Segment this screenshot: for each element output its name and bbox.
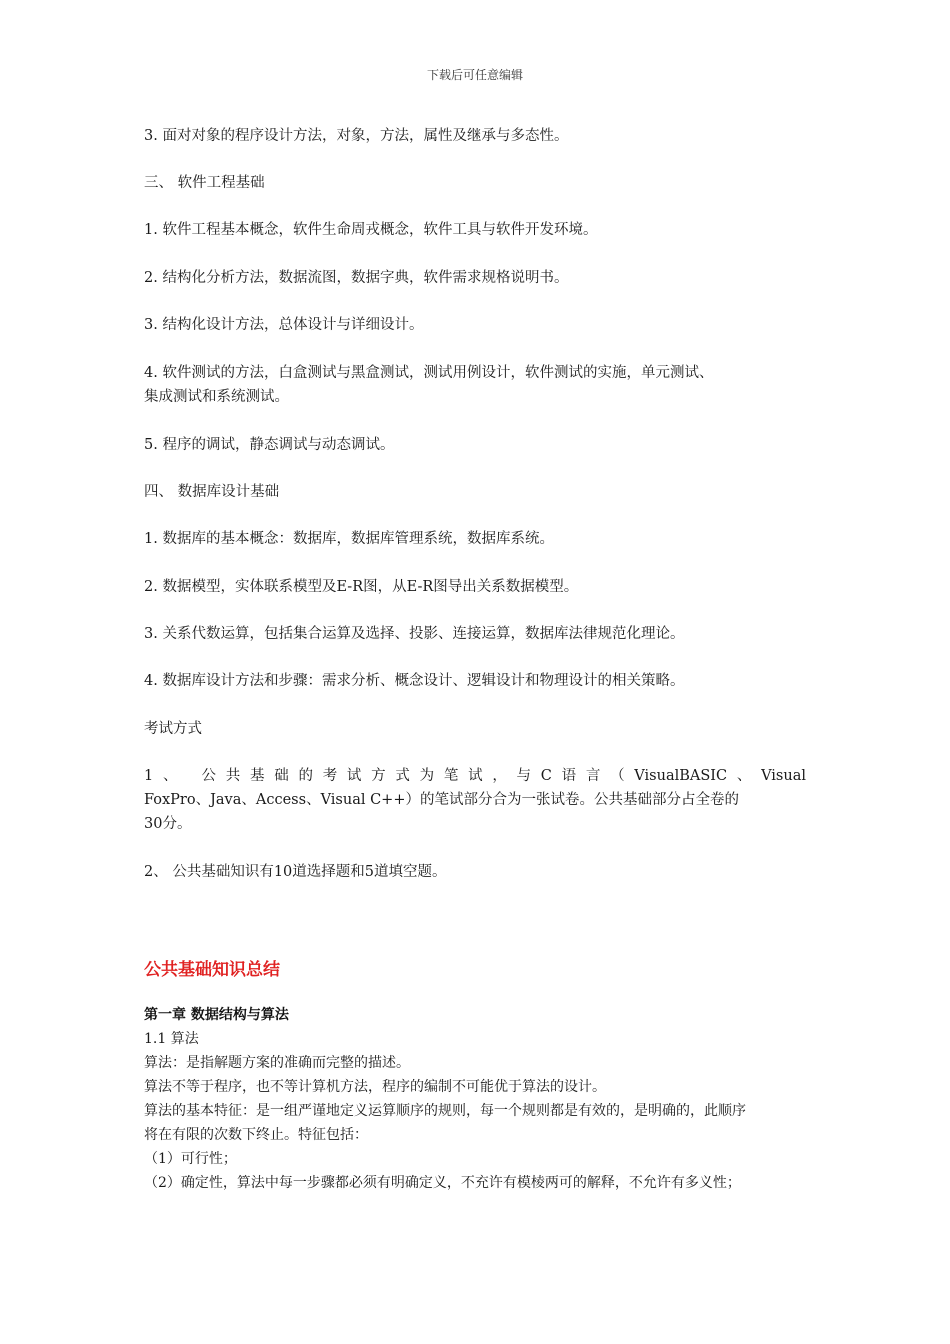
paragraph-software-testing: 4. 软件测试的方法，白盒测试与黑盒测试，测试用例设计，软件测试的实施，单元测试、 <box>144 365 714 381</box>
paragraph-db-concepts: 1. 数据库的基本概念：数据库，数据库管理系统，数据库系统。 <box>144 531 554 547</box>
paragraph-structured-analysis: 2. 结构化分析方法，数据流图，数据字典，软件需求规格说明书。 <box>144 270 569 286</box>
paragraph-debugging: 5. 程序的调试，静态调试与动态调试。 <box>144 437 395 453</box>
algorithm-section-heading: 1.1 算法 <box>144 1031 199 1047</box>
section-heading-database: 四、 数据库设计基础 <box>144 484 280 500</box>
paragraph-exam-written-cont: FoxPro、Java、Access、Visual C++）的笔试部分合为一张试卷。公共基础部分占全卷的 <box>144 792 739 808</box>
section-heading-software-engineering: 三、 软件工程基础 <box>144 175 265 191</box>
algorithm-features: 算法的基本特征：是一组严谨地定义运算顺序的规则，每一个规则都是有效的，是明确的，此顺序 <box>144 1103 746 1119</box>
page-header: 下载后可任意编辑 <box>426 68 523 82</box>
feature-feasibility: （1）可行性； <box>144 1151 237 1167</box>
algorithm-vs-program: 算法不等于程序，也不等计算机方法，程序的编制不可能优于算法的设计。 <box>144 1079 606 1095</box>
chapter-heading: 第一章 数据结构与算法 <box>144 1007 289 1023</box>
paragraph-exam-questions: 2、 公共基础知识有10道选择题和5道填空题。 <box>144 864 447 880</box>
section-heading-exam-format: 考试方式 <box>144 721 202 737</box>
paragraph-exam-written-end: 30分。 <box>144 816 192 832</box>
algorithm-features-cont: 将在有限的次数下终止。特征包括： <box>144 1127 368 1143</box>
paragraph-structured-design: 3. 结构化设计方法，总体设计与详细设计。 <box>144 317 424 333</box>
paragraph-software-testing-cont: 集成测试和系统测试。 <box>144 389 289 405</box>
summary-title: 公共基础知识总结 <box>144 960 280 980</box>
paragraph-exam-written: 1、 公共基础的考试方式为笔试，与C语言（VisualBASIC、Visual <box>144 768 806 784</box>
paragraph-data-model: 2. 数据模型，实体联系模型及E-R图，从E-R图导出关系数据模型。 <box>144 579 579 595</box>
algorithm-definition: 算法：是指解题方案的准确而完整的描述。 <box>144 1055 410 1071</box>
feature-determinism: （2）确定性，算法中每一步骤都必须有明确定义，不充许有模棱两可的解释，不允许有多义性； <box>144 1175 741 1191</box>
paragraph-relational-algebra: 3. 关系代数运算，包括集合运算及选择、投影、连接运算，数据库法律规范化理论。 <box>144 626 685 642</box>
paragraph-db-design: 4. 数据库设计方法和步骤：需求分析、概念设计、逻辑设计和物理设计的相关策略。 <box>144 673 685 689</box>
paragraph-se-concepts: 1. 软件工程基本概念，软件生命周戎概念，软件工具与软件开发环境。 <box>144 222 598 238</box>
paragraph-oop-methods: 3. 面对对象的程序设计方法，对象，方法，属性及继承与多态性。 <box>144 128 569 144</box>
